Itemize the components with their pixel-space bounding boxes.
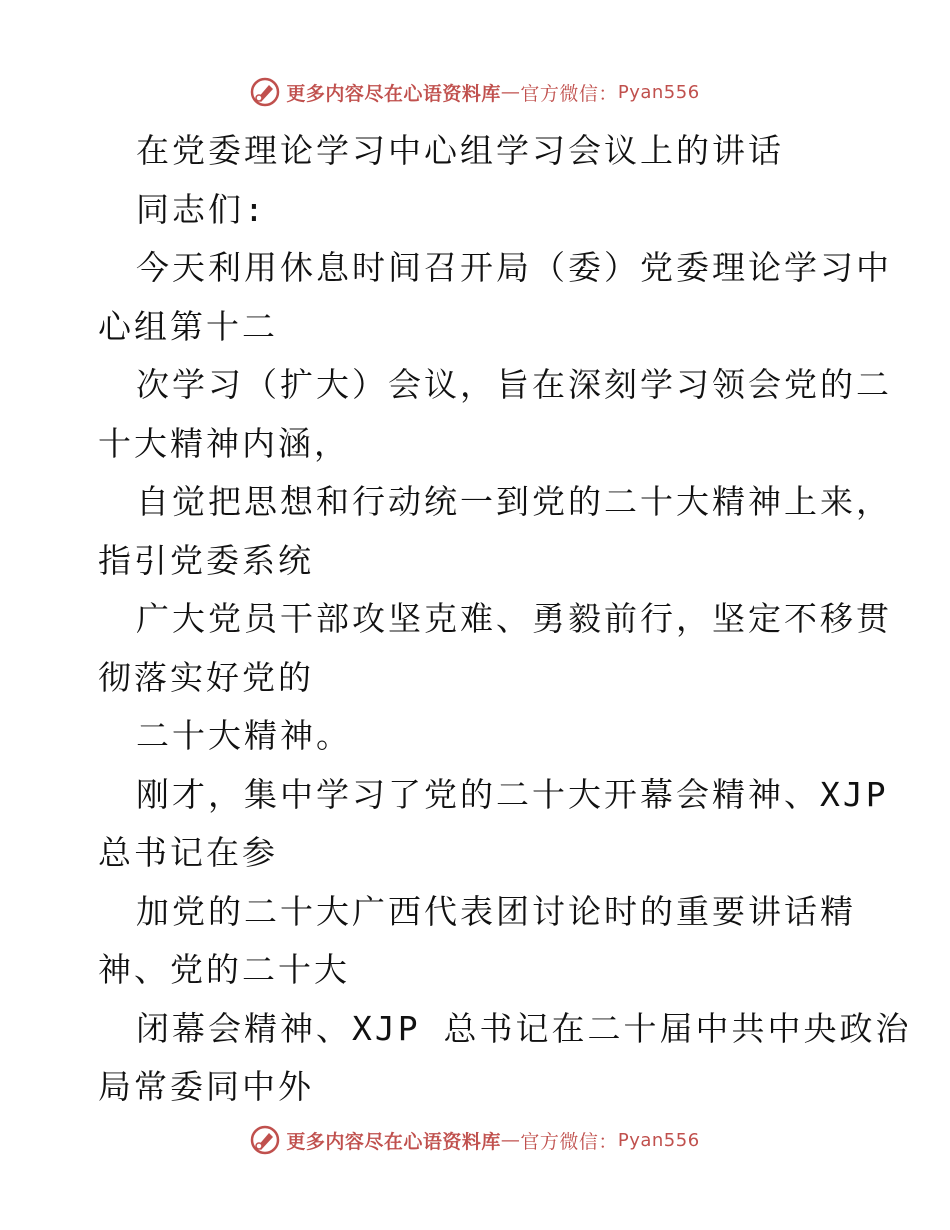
header-dash: —: [500, 81, 521, 103]
body-line: 同志们:: [136, 189, 267, 229]
body-line: 十大精神内涵，: [98, 423, 350, 463]
pen-seal-icon: [250, 77, 280, 107]
header-brand: 更多内容尽在心语资料库: [286, 82, 501, 105]
body-line: 广大党员干部攻坚克难、勇毅前行，坚定不移贯: [136, 599, 892, 638]
body-line: 总书记在参: [98, 833, 278, 872]
body-line: 局常委同中外: [98, 1067, 314, 1106]
document-body: [98, 122, 912, 1117]
body-line: 二十大精神。: [136, 716, 352, 755]
footer-watermark: [0, 1120, 950, 1160]
footer-brand: 更多内容尽在心语资料库: [286, 1130, 501, 1153]
body-line: 指引党委系统: [98, 540, 314, 580]
body-line: 在党委理论学习中心组学习会议上的讲话: [136, 131, 784, 170]
body-line: 自觉把思想和行动统一到党的二十大精神上来，: [136, 482, 892, 521]
body-line: 闭幕会精神、XJP 总书记在二十届中共中央政治: [136, 1008, 912, 1048]
header-wechat-id: Pyan556: [617, 81, 700, 103]
body-line: 次学习（扩大）会议，旨在深刻学习领会党的二: [136, 365, 892, 404]
footer-wechat-label: 官方微信：: [520, 1130, 618, 1153]
header-watermark: [0, 72, 950, 112]
body-line: 刚才，集中学习了党的二十大开幕会精神、XJP: [136, 774, 889, 814]
footer-dash: —: [500, 1129, 521, 1151]
header-wechat-label: 官方微信：: [520, 82, 618, 105]
body-line: 神、党的二十大: [98, 950, 350, 989]
body-line: 心组第十二: [98, 306, 278, 346]
body-line: 今天利用休息时间召开局（委）党委理论学习中: [136, 248, 892, 287]
footer-wechat-id: Pyan556: [617, 1129, 700, 1151]
body-line: 加党的二十大广西代表团讨论时的重要讲话精: [136, 891, 856, 931]
body-line: 彻落实好党的: [98, 657, 314, 697]
pen-seal-icon: [250, 1125, 280, 1155]
